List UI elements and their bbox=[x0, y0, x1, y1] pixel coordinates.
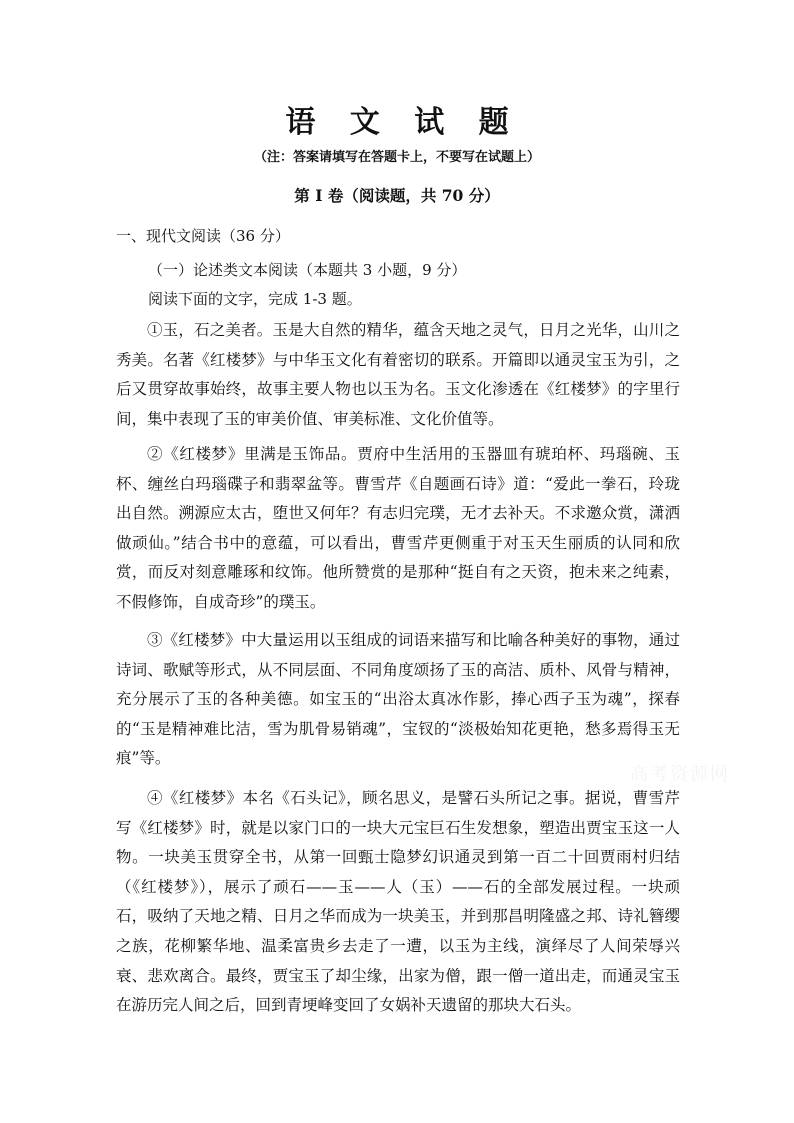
passage-paragraph-2 bbox=[116, 440, 680, 618]
volume-heading: 第 I 卷（阅读题，共 70 分） bbox=[294, 186, 500, 205]
passage-paragraph-3 bbox=[116, 626, 680, 774]
reading-instruction: 阅读下面的文字，完成 1-3 题。 bbox=[148, 290, 362, 308]
subsection-heading: （一）论述类文本阅读（本题共 3 小题，9 分） bbox=[148, 261, 467, 279]
answer-note: （注：答案请填写在答题卡上，不要写在试题上） bbox=[253, 150, 540, 165]
passage-paragraph-1 bbox=[116, 316, 680, 434]
page-title: 语 文 试 题 bbox=[285, 105, 521, 140]
paragraph-text: ①玉，石之美者。玉是大自然的精华，蕴含天地之灵气，日月之光华，山川之秀美。名著《红楼梦》与中华玉文化有着密切的联系。开篇即以通灵宝玉为引，之后又贯穿故事始终，故事主要人物也以玉为名。玉文化渗透在《红楼梦》的字里行间，集中表现了玉的审美价值、审美标准、文化价值等。 bbox=[116, 321, 680, 428]
paragraph-text: ④《红楼梦》本名《石头记》，顾名思义，是譬石头所记之事。据说，曹雪芹写《红楼梦》时，就是以家门口的一块大元宝巨石生发想象，塑造出贾宝玉这一人物。一块美玉贯穿全书，从第一回甄士隐梦幻识通灵到第一百二十回贾雨村归结（《红楼梦》），展示了顽石——玉——人（玉）——石的全部发展过程。一块顽石，吸纳了天地之精、日月之华而成为一块美玉，并到那昌明隆盛之邦、诗礼簪缨之族，花柳繁华地、温柔富贵乡去走了一遭，以玉为主线，演绎尽了人间荣辱兴衰、悲欢离合。最终，贾宝玉了却尘缘，出家为僧，跟一僧一道出走，而通灵宝玉在游历完人间之后，回到青埂峰变回了女娲补天遗留的那块大石头。 bbox=[116, 789, 680, 1015]
passage-paragraph-4 bbox=[116, 784, 680, 1021]
section-heading: 一、现代文阅读（36 分） bbox=[116, 227, 290, 245]
watermark: 高考资源网 bbox=[630, 764, 730, 785]
paragraph-text: ③《红楼梦》中大量运用以玉组成的词语来描写和比喻各种美好的事物，通过诗词、歌赋等形式，从不同层面、不同角度颂扬了玉的高洁、质朴、风骨与精神，充分展示了玉的各种美德。如宝玉的“出浴太真冰作影，捧心西子玉为魂”，探春的“玉是精神难比洁，雪为肌骨易销魂”，宝钗的“淡极始知花更艳，愁多焉得玉无痕”等。 bbox=[116, 631, 680, 768]
paragraph-text: ②《红楼梦》里满是玉饰品。贾府中生活用的玉器皿有琥珀杯、玛瑙碗、玉杯、缠丝白玛瑙碟子和翡翠盆等。曹雪芹《自题画石诗》道：“爱此一拳石，玲珑出自然。溯源应太古，堕世又何年？有志归完璞，无才去补天。不求邀众赏，潇洒做顽仙。”结合书中的意蕴，可以看出，曹雪芹更侧重于对玉天生丽质的认同和欣赏，而反对刻意雕琢和纹饰。他所赞赏的是那种“挺自有之天资，抱未来之纯素，不假修饰，自成奇珍”的璞玉。 bbox=[116, 445, 680, 611]
